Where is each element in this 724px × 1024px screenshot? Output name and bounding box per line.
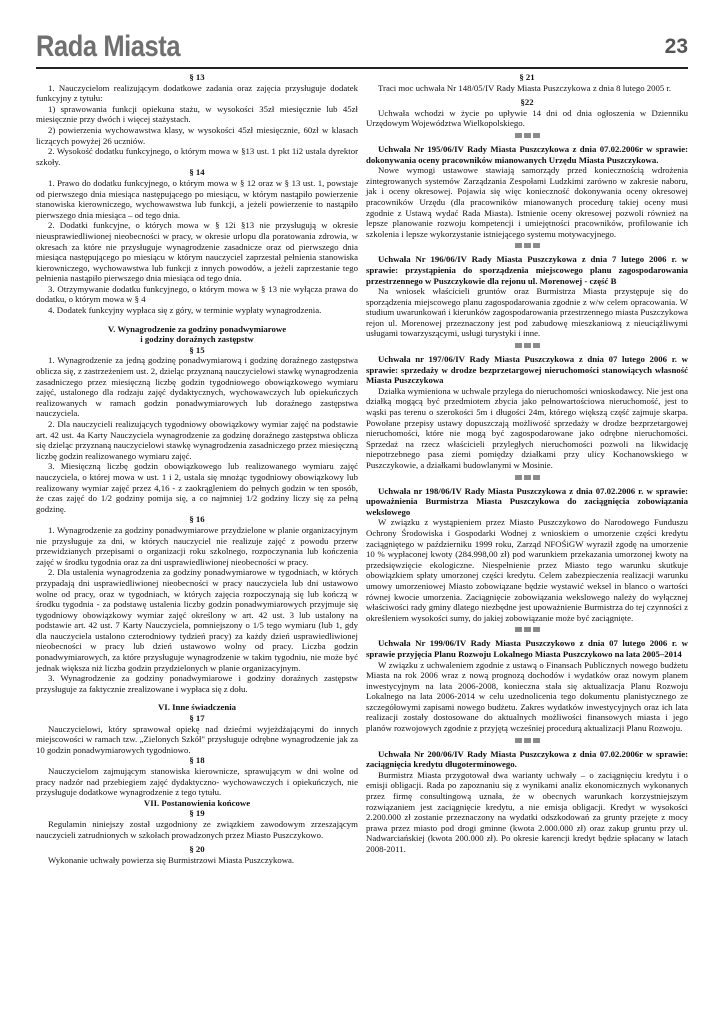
resolution-title: Uchwała Nr 199/06/IV Rady Miasta Puszczykowo z dnia 07 lutego 2006 r. w sprawie przyjęcia Planu Rozwoju Lokalnego Miasta Puszczykowo na lata 2005–2014 — [366, 638, 688, 659]
section-number: § 20 — [189, 844, 205, 855]
resolution-title: Uchwała Nr 196/06/IV Rady Miasta Puszczykowa z dnia 7 lutego 2006 r. w sprawie: przystąpienia do sporządzenia miejscowego planu zagospodarowania przestrzennego w Puszczykowie dla rejonu ul. Morenowej - część B — [366, 254, 688, 286]
paragraph: 1. Nauczycielom realizującym dodatkowe zadania oraz zajęcia przysługuje dodatek funkcyjny z tytułu: — [36, 82, 358, 104]
resolution-title: Uchwała nr 197/06/IV Rady Miasta Puszczykowa z dnia 07 lutego 2006 r. w sprawie: sprzedaży w drodze bezprzetargowej nieruchomości stanowiących własność Miasta Puszczykowa — [366, 354, 688, 386]
section-separator — [366, 474, 688, 482]
paragraph: Na wniosek właścicieli gruntów oraz Burmistrza Miasta przystępuje się do sporządzenia miejscowego planu zagospodarowania zgodnie z w/w celem opracowania. W studium uwarunkowań i kierunków zagospodarowania przestrzennego miasta Puszczykowa rejon ul. Morenowej przeznaczony jest pod zabudowę mieszkaniową z nieuciążliwymi usługami towarzyszącymi, usługi turystyki i inne. — [366, 286, 688, 339]
separator-square — [524, 475, 531, 480]
resolution-title: Uchwała nr 198/06/IV Rady Miasta Puszczykowa z dnia 07.02.2006 r. w sprawie: upoważnienia Burmistrza Miasta Puszczykowa do zaciągnięcia zobowiązania wekslowego — [366, 485, 688, 517]
resolution-title: Uchwała Nr 195/06/IV Rady Miasta Puszczykowa z dnia 07.02.2006r w sprawie: dokonywania oceny pracowników mianowanych Urzędu Miasta Puszczykowa. — [366, 143, 688, 165]
paragraph: 2. Wysokość dodatku funkcyjnego, o którym mowa w §13 ust. 1 pkt 1i2 ustala dyrektor szkoły. — [36, 146, 358, 167]
section-number: § 21 — [519, 72, 535, 82]
paragraph: 2. Dodatki funkcyjne, o których mowa w § 12i §13 nie przysługują w okresie nieusprawiedliwionej nieobecności w pracy, w okresie urlopu dla poratowania zdrowia, w okresach za które nie przysługuje wynagrodzenie zasadnicze oraz od pierwszego dnia miesiąca następującego po miesiącu w którym nauczyciel zaprzestał pełnienia stanowiska kierowniczego, wychowawstwa lub funkcji z innych powodów, a jeżeli zaprzestanie tego pełnienia nastąpiło pierwszego dnia miesiąca od tego dnia. — [36, 220, 358, 284]
separator-square — [515, 133, 522, 138]
separator-square — [524, 243, 531, 248]
separator-square — [515, 738, 522, 743]
section-number: § 17 — [189, 713, 205, 724]
section-separator — [366, 132, 688, 140]
section-number: § 19 — [189, 808, 205, 819]
section-number: § 14 — [189, 167, 205, 178]
section-number: § 13 — [189, 72, 205, 82]
section-separator — [366, 242, 688, 250]
paragraph: 1. Wynagrodzenie za jedną godzinę ponadwymiarową i godzinę doraźnego zastępstwa oblicza się, z zastrzeżeniem ust. 2, dzieląc przyznaną nauczycielowi stawkę wynagrodzenia zasadniczego przez miesięczną liczbę godzin tygodniowego obowiązkowego wymiaru zajęć, ustalonego dla rodzaju zajęć dydaktycznych, wychowawczych lub opiekuńczych realizowanych w ramach godzin ponadwymiarowych lub doraźnego zastępstwa nauczyciela. — [36, 355, 358, 419]
section-number: §22 — [520, 97, 534, 108]
paragraph: Nauczycielom zajmującym stanowiska kierownicze, sprawującym w dni wolne od pracy nadzór nad przebiegiem zajęć dydaktyczno- wychowawczych i opiekuńczych, nie przysługuje dodatkowe wynagrodzenie z tego tytułu. — [36, 766, 358, 798]
separator-square — [524, 343, 531, 348]
section-separator — [366, 626, 688, 634]
separator-square — [533, 133, 540, 138]
paragraph: 3. Otrzymywanie dodatku funkcyjnego, o którym mowa w § 13 nie wyłącza prawa do dodatku, o którym mowa w § 4 — [36, 283, 358, 305]
chapter-heading: i godziny doraźnych zastępstw — [140, 334, 254, 345]
separator-square — [533, 243, 540, 248]
chapter-heading: VI. Inne świadczenia — [157, 702, 237, 713]
separator-square — [533, 738, 540, 743]
paragraph: 3. Miesięczną liczbę godzin obowiązkowego lub realizowanego wymiaru zajęć nauczyciela, o której mowa w ust. 1 i 2, ustala się mnożąc tygodniowy obowiązkowy lub realizowany wymiar zajęć przez 4,16 - z zaokrągleniem do pełnych godzin w ten sposób, że czas zajęć do 1/2 godziny pomija się, a co najmniej 1/2 godziny liczy się za pełną godzinę. — [36, 461, 358, 514]
separator-square — [533, 343, 540, 348]
section-number: § 18 — [189, 755, 205, 766]
paragraph: Traci moc uchwała Nr 148/05/IV Rady Miasta Puszczykowa z dnia 8 lutego 2005 r. — [378, 82, 672, 93]
paragraph: W związku z uchwaleniem zgodnie z ustawą o Finansach Publicznych nowego budżetu Miasta na rok 2006 wraz z nową prognozą dochodów i wydatków oraz nowym planem inwestycyjnym na lata 2006-2008, konieczna stała się aktualizacja Planu Rozwoju Lokalnego na lata 2006-2014 w celu uzednolicenia tego dokumentu planistycznego ze szczegółowymi zapisami nowego budżetu. Zakres wydatków inwestycyjnych oraz ich lata realizacji zostały dostosowane do aktualnych możliwości finansowych miasta i jego planów rozwojowych zgodnie z przyjętą wcześniej procedurą aktualizacji Planu Rozwoju. — [366, 659, 688, 734]
masthead-title: Rada Miasta — [36, 30, 181, 63]
paragraph: Wykonanie uchwały powierza się Burmistrzowi Miasta Puszczykowa. — [48, 854, 295, 865]
paragraph: 4. Dodatek funkcyjny wypłaca się z góry, w terminie wypłaty wynagrodzenia. — [48, 305, 322, 316]
header-rule — [36, 67, 688, 69]
separator-square — [515, 243, 522, 248]
paragraph: 2. Dla ustalenia wynagrodzenia za godziny ponadwymiarowe w tygodniach, w których przypadają dni usprawiedliwionej nieobecności w pracy nauczyciela lub dni ustawowo wolne od pracy, oraz w tygodniach, w których zajęcia rozpoczynają się lub kończą w środku tygodnia - za podstawę ustalenia liczby godzin ponadwymiarowych przyjmuje się tygodniowy obowiązkowy wymiar zajęć określony w art. 42 ust. 3 lub ustalony na podstawie art. 42 ust. 7 Karty Nauczyciela, pomniejszony o 1/5 tego wymiaru (lub 1, gdy dla nauczyciela ustalono czterodniowy tydzień pracy) za każdy dzień usprawiedliwionej nieobecności w pracy lub dzień ustawowo wolny od pracy. Liczba godzin ponadwymiarowych, za które przysługuje wynagrodzenie w takim tygodniu, nie może być jednak większa niż liczba godzin przydzielonych w planie organizacyjnym. — [36, 567, 358, 673]
paragraph: 1) sprawowania funkcji opiekuna stażu, w wysokości 35zł miesięcznie lub 45zł miesięcznie przy dwóch i więcej stażystach. — [36, 103, 358, 125]
separator-square — [524, 627, 531, 632]
page-number: 23 — [664, 35, 688, 58]
separator-square — [533, 475, 540, 480]
right-column — [366, 72, 688, 855]
paragraph: Nauczycielowi, który sprawował opiekę nad dziećmi wyjeżdżającymi do innych miejscowości w ramach tzw. „Zielonych Szkół" przysługuje odrębne wynagrodzenie jak za 10 godzin ponadwymiarowych tygodniowo. — [36, 723, 358, 755]
spacer — [36, 694, 358, 702]
paragraph: W związku z wystąpieniem przez Miasto Puszczykowo do Narodowego Funduszu Ochrony Środowiska i Gospodarki Wodnej z wnioskiem o umorzenie części kredytu zaciągniętego w październiku 1999 roku, Zarząd NFOŚiGW wyraził zgodę na umorzenie 10 % wypłaconej kwoty (284.998,00 zł) pod warunkiem przekazania umorzonej kwoty na przedsięwzięcie ekologiczne. Niespełnienie przez Miasto tego warunku skutkuje obowiązkiem spłaty umorzonej części kredytu. Celem zabezpieczenia realizacji warunku umowy umorzeniowej Miasto zobowiązane będzie wystawić weksel in blanco o wartości równej kwocie umorzenia. Zaciągnięcie zobowiązania wekslowego należy do wyłącznej właściwości rady gminy dlatego niezbędne jest upoważnienie Burmistrza do tej czynności z określeniem wysokości sumy, do jakiej zobowiązanie może być zaciągnięte. — [366, 517, 688, 623]
paragraph: 2) powierzenia wychowawstwa klasy, w wysokości 45zł miesięcznie, 60zł w klasach liczących powyżej 26 uczniów. — [36, 124, 358, 146]
paragraph: Działka wymieniona w uchwale przylega do nieruchomości wnioskodawcy. Nie jest ona działką mogącą być przedmiotem zbycia jako pełnowartościowa nieruchomość, jest to wąski pas terenu o szerokości 5m i długości 24m, którego większą część zajmuje skarpa. Powołane przepisy ustawy dopuszczają możliwość sprzedaży w drodze bezprzetargowej nieruchomości, które nie mogą być zagospodarowane jako odrębne nieruchomości. Sprzedaż na rzecz właścicieli przyległych nieruchomości pozwoli na likwidację niepotrzebnego pasa ziemi pomiędzy działkami przy ulicy Kochanowskiego w Puszczykowie, a działkami budowlanymi w Mosinie. — [366, 385, 688, 470]
separator-square — [515, 343, 522, 348]
paragraph: Regulamin niniejszy został uzgodniony ze związkiem zawodowym zrzeszającym nauczycieli zatrudnionych w szkołach prowadzonych przez Miasto Puszczykowo. — [36, 818, 358, 840]
section-number: § 15 — [189, 344, 205, 355]
chapter-heading: V. Wynagrodzenie za godziny ponadwymiarowe — [107, 323, 287, 334]
separator-square — [515, 627, 522, 632]
paragraph: 1. Wynagrodzenie za godziny ponadwymiarowe przydzielone w planie organizacyjnym nie przysługuje za dni, w których nauczyciel nie realizuje zajęć z powodu przerw przewidzianych przepisami o organizacji roku szkolnego, rozpoczynania lub kończenia zajęć w środku tygodnia oraz za dni usprawiedliwionej nieobecności w pracy. — [36, 524, 358, 567]
spacer — [36, 316, 358, 324]
chapter-heading: VII. Postanowienia końcowe — [143, 797, 251, 808]
paragraph: Burmistrz Miasta przygotował dwa warianty uchwały – o zaciągnięciu kredytu i o emisji obligacji. Rada po zapoznaniu się z wynikami analiz ekonomicznych wykonanych przez firmę consultingową uznała, że w obecnych warunkach korzystniejszym rozwiązaniem jest zaciągnięcie kredytu, a nie emisja obligacji. Kredyt w wysokości 2.200.000 zł zostanie przeznaczony na wydatki odszkodowań za grunty przejęte z mocy prawa przez miasto pod drogi gminne (kwota 2.000.000 zł) oraz zakup gruntu przy ul. Nadwarciańskiej (kwota 200.000 zł). Po okresie karencji kredyt będzie spłacany w latach 2008-2011. — [366, 769, 688, 854]
paragraph: 1. Prawo do dodatku funkcyjnego, o którym mowa w § 12 oraz w § 13 ust. 1, powstaje od pierwszego dnia miesiąca następującego po miesiącu, w którym nastąpiło powierzenie stanowiska kierowniczego, wychowawstwa lub funkcji, a jeżeli powierzenie to nastąpiło pierwszego dnia miesiąca – od tego dnia. — [36, 177, 358, 220]
resolution-title: Uchwała Nr 200/06/IV Rady Miasta Puszczykowa z dnia 07.02.2006r w sprawie: zaciągnięcia kredytu długoterminowego. — [366, 748, 688, 770]
paragraph: Nowe wymogi ustawowe stawiają samorządy przed koniecznością wdrożenia zintegrowanych systemów Zarządzania Zespołami Ludzkimi zarówno w zakresie naboru, jak i oceny okresowej. Pojawia się więc konieczność dokonywania oceny okresowej pracowników Urzędu (dla pracowników mianowanych procedurę takiej oceny musi zgodnie z Ustawą wydać Rada Miasta). Istnienie oceny okresowej pozwoli również na lepsze planowanie rozwoju kompetencji i umiejętności pracowników, profilowanie ich szkolenia i lepsze wykorzystanie istniejącego systemu motywacyjnego. — [366, 165, 688, 239]
left-column — [36, 72, 358, 865]
paragraph: 3. Wynagrodzenie za godziny ponadwymiarowe i godziny doraźnych zastępstw przysługuje za faktycznie zrealizowane i wypłaca się z dołu. — [36, 673, 358, 694]
separator-square — [533, 627, 540, 632]
separator-square — [524, 133, 531, 138]
section-separator — [366, 342, 688, 350]
separator-square — [524, 738, 531, 743]
page-header — [36, 28, 688, 72]
paragraph: 2. Dla nauczycieli realizujących tygodniowy obowiązkowy wymiar zajęć na podstawie art. 42 ust. 4a Karty Nauczyciela wynagrodzenie za godzinę doraźnego zastępstwa oblicza się dzieląc przyznaną nauczycielowi stawkę wynagrodzenia zasadniczego przez miesięczną liczbę godzin realizowanego wymiaru zajęć. — [36, 419, 358, 461]
paragraph: Uchwała wchodzi w życie po upływie 14 dni od dnia ogłoszenia w Dzienniku Urzędowym Województwa Wielkopolskiego. — [366, 107, 688, 129]
section-separator — [366, 737, 688, 745]
section-number: § 16 — [189, 514, 205, 525]
separator-square — [515, 475, 522, 480]
